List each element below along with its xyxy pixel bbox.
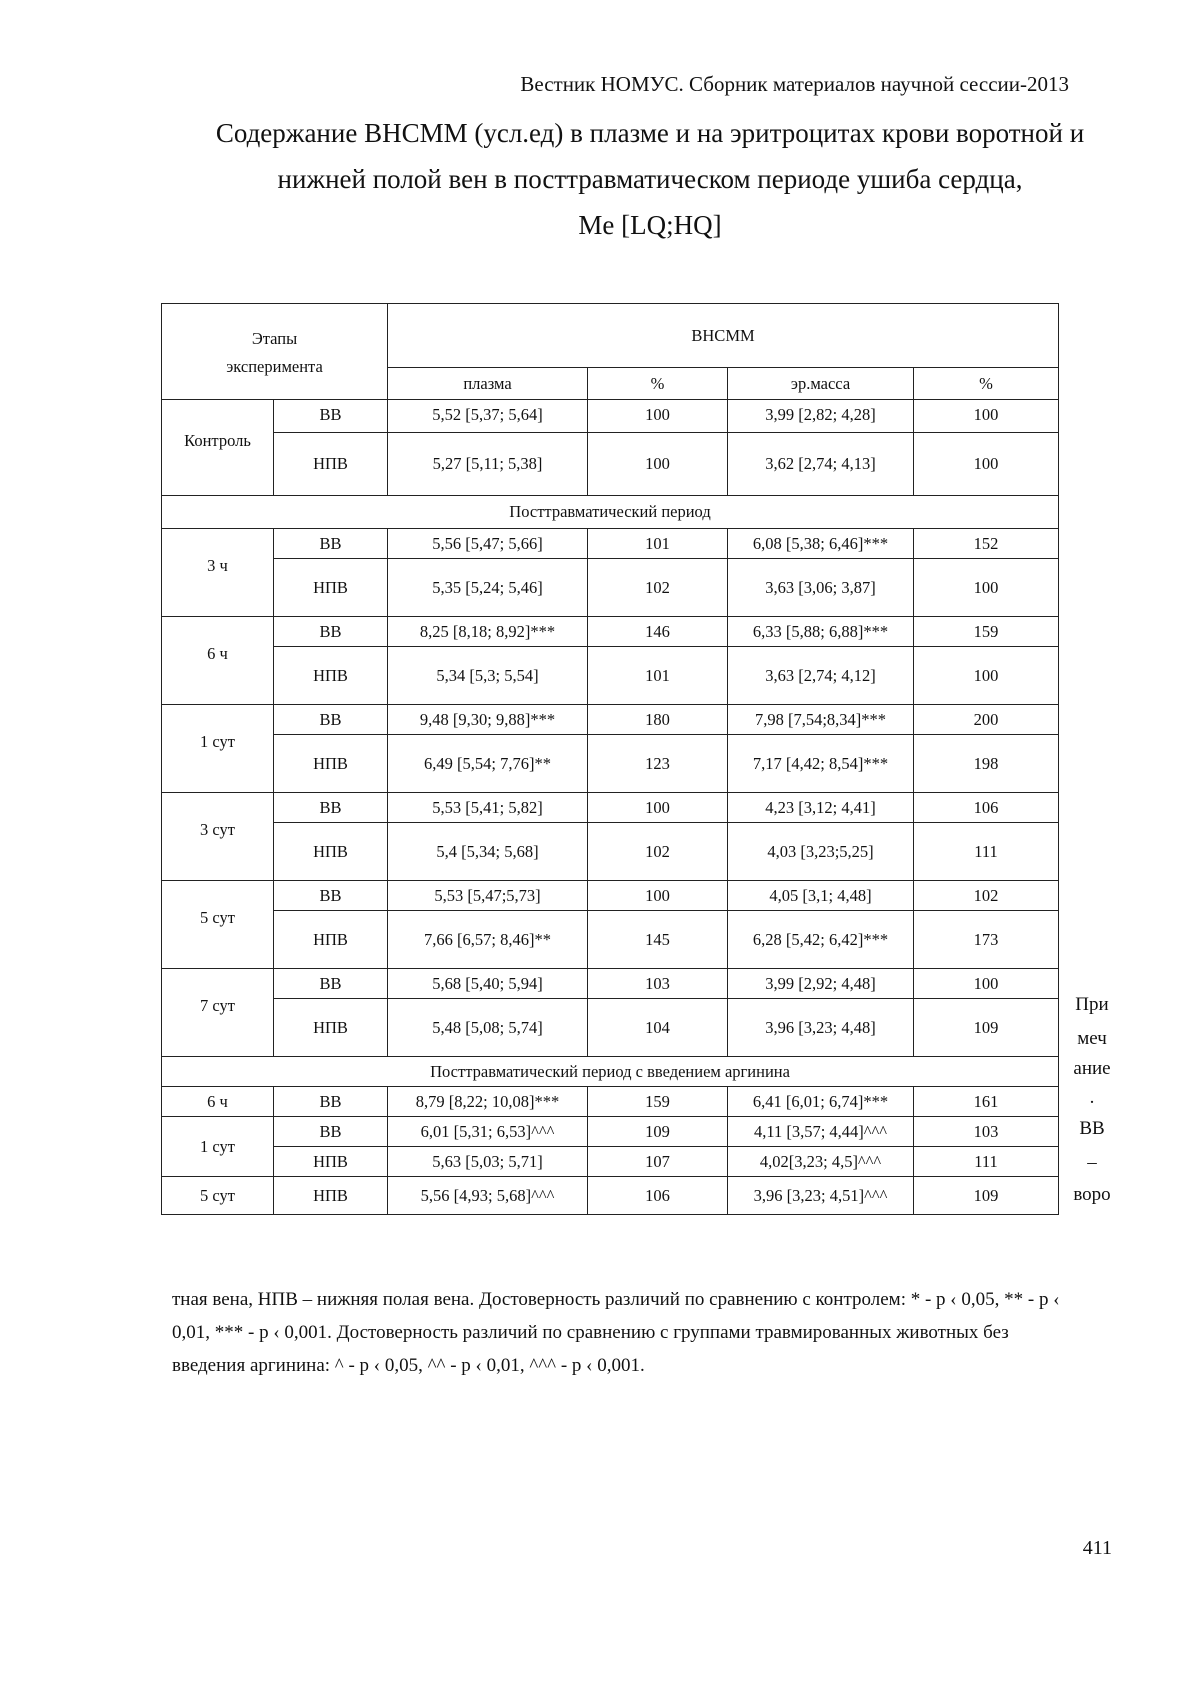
percent-cell: 109 <box>588 1117 728 1147</box>
er-mass-cell: 3,62 [2,74; 4,13] <box>728 433 914 496</box>
er-mass-cell: 7,98 [7,54;8,34]*** <box>728 705 914 735</box>
plasma-cell: 5,34 [5,3; 5,54] <box>388 647 588 705</box>
stage-cell: Контроль <box>162 400 274 496</box>
plasma-cell: 5,35 [5,24; 5,46] <box>388 559 588 617</box>
table-row <box>162 999 1059 1057</box>
table-note <box>172 1283 1112 1382</box>
percent-cell: 161 <box>914 1087 1059 1117</box>
percent-cell: 101 <box>588 529 728 559</box>
vein-cell: ВВ <box>274 1087 388 1117</box>
percent-cell: 159 <box>588 1087 728 1117</box>
stages-header-line-1: Этапы <box>251 328 298 348</box>
vein-cell: НПВ <box>274 1177 388 1215</box>
vein-cell: ВВ <box>274 529 388 559</box>
stage-cell: 6 ч <box>162 617 274 705</box>
er-mass-cell: 7,17 [4,42; 8,54]*** <box>728 735 914 793</box>
plasma-cell: 6,49 [5,54; 7,76]** <box>388 735 588 793</box>
percent-cell: 173 <box>914 911 1059 969</box>
vein-cell: НПВ <box>274 735 388 793</box>
plasma-cell: 9,48 [9,30; 9,88]*** <box>388 705 588 735</box>
title-line-2: нижней полой вен в посттравматическом периоде ушиба сердца, <box>277 164 1023 194</box>
plasma-cell: 7,66 [6,57; 8,46]** <box>388 911 588 969</box>
side-note-fragment: меч <box>1077 1028 1107 1049</box>
plasma-cell: 5,56 [5,47; 5,66] <box>388 529 588 559</box>
plasma-cell: 5,4 [5,34; 5,68] <box>388 823 588 881</box>
er-mass-cell: 4,11 [3,57; 4,44]^^^ <box>728 1117 914 1147</box>
plasma-cell: 5,53 [5,41; 5,82] <box>388 793 588 823</box>
er-mass-cell: 6,41 [6,01; 6,74]*** <box>728 1087 914 1117</box>
side-note-fragment: воро <box>1073 1184 1111 1205</box>
er-mass-cell: 4,02[3,23; 4,5]^^^ <box>728 1147 914 1177</box>
table-row <box>162 433 1059 496</box>
table-row <box>162 1147 1059 1177</box>
table-row <box>162 529 1059 559</box>
table-body <box>162 304 1059 1215</box>
vein-cell: НПВ <box>274 647 388 705</box>
table-row <box>162 969 1059 999</box>
vein-cell: НПВ <box>274 1147 388 1177</box>
plasma-cell: 5,56 [4,93; 5,68]^^^ <box>388 1177 588 1215</box>
vein-cell: НПВ <box>274 999 388 1057</box>
percent-cell: 102 <box>588 559 728 617</box>
er-mass-cell: 3,63 [2,74; 4,12] <box>728 647 914 705</box>
vein-cell: НПВ <box>274 559 388 617</box>
er-mass-cell: 3,63 [3,06; 3,87] <box>728 559 914 617</box>
percent-cell: 102 <box>588 823 728 881</box>
stage-cell: 3 сут <box>162 793 274 881</box>
stages-header-line-2: эксперимента <box>226 356 323 376</box>
er-mass-cell: 3,96 [3,23; 4,48] <box>728 999 914 1057</box>
note-line: тная вена, НПВ – нижняя полая вена. Достоверность различий по сравнению с контролем: * - p ‹ 0,05, ** - p ‹ <box>172 1289 1060 1310</box>
plasma-cell: 6,01 [5,31; 6,53]^^^ <box>388 1117 588 1147</box>
col-header-er-mass: эр.масса <box>728 368 914 400</box>
plasma-cell: 8,79 [8,22; 10,08]*** <box>388 1087 588 1117</box>
percent-cell: 106 <box>588 1177 728 1215</box>
percent-cell: 111 <box>914 823 1059 881</box>
er-mass-cell: 4,23 [3,12; 4,41] <box>728 793 914 823</box>
percent-cell: 198 <box>914 735 1059 793</box>
er-mass-cell: 4,03 [3,23;5,25] <box>728 823 914 881</box>
er-mass-cell: 6,08 [5,38; 6,46]*** <box>728 529 914 559</box>
percent-cell: 103 <box>914 1117 1059 1147</box>
table-row <box>162 735 1059 793</box>
vein-cell: ВВ <box>274 881 388 911</box>
table-row <box>162 617 1059 647</box>
stage-cell: 1 сут <box>162 1117 274 1177</box>
title-line-1: Содержание ВНСММ (усл.ед) в плазме и на эритроцитах крови воротной и <box>215 118 1085 148</box>
plasma-cell: 5,52 [5,37; 5,64] <box>388 400 588 433</box>
running-header: Вестник НОМУС. Сборник материалов научной сессии-2013 <box>520 72 1069 96</box>
header-row-1 <box>162 304 1059 368</box>
table-row <box>162 647 1059 705</box>
er-mass-cell: 3,99 [2,82; 4,28] <box>728 400 914 433</box>
table-title <box>130 110 1170 248</box>
er-mass-cell: 6,28 [5,42; 6,42]*** <box>728 911 914 969</box>
vein-cell: ВВ <box>274 617 388 647</box>
title-line-3: Me [LQ;HQ] <box>578 210 722 240</box>
side-note-fragment: – <box>1087 1152 1097 1173</box>
table-row <box>162 1087 1059 1117</box>
percent-cell: 107 <box>588 1147 728 1177</box>
percent-cell: 200 <box>914 705 1059 735</box>
percent-cell: 100 <box>588 433 728 496</box>
col-header-plasma: плазма <box>388 368 588 400</box>
stage-cell: 3 ч <box>162 529 274 617</box>
percent-cell: 100 <box>914 647 1059 705</box>
percent-cell: 159 <box>914 617 1059 647</box>
plasma-cell: 5,27 [5,11; 5,38] <box>388 433 588 496</box>
results-table <box>161 303 1059 1215</box>
plasma-cell: 5,63 [5,03; 5,71] <box>388 1147 588 1177</box>
er-mass-cell: 3,96 [3,23; 4,51]^^^ <box>728 1177 914 1215</box>
stage-cell: 6 ч <box>162 1087 274 1117</box>
side-note-fragment: ВВ <box>1079 1118 1105 1139</box>
table-row <box>162 400 1059 433</box>
table-row <box>162 823 1059 881</box>
vein-cell: ВВ <box>274 705 388 735</box>
table-row <box>162 705 1059 735</box>
percent-cell: 102 <box>914 881 1059 911</box>
section-label: Посттравматический период с введением аргинина <box>162 1057 1059 1087</box>
percent-cell: 100 <box>914 559 1059 617</box>
er-mass-cell: 4,05 [3,1; 4,48] <box>728 881 914 911</box>
percent-cell: 100 <box>588 793 728 823</box>
percent-cell: 145 <box>588 911 728 969</box>
percent-cell: 101 <box>588 647 728 705</box>
table-row <box>162 911 1059 969</box>
vein-cell: НПВ <box>274 911 388 969</box>
section-label: Посттравматический период <box>162 496 1059 529</box>
col-header-percent-2: % <box>914 368 1059 400</box>
section-row <box>162 496 1059 529</box>
plasma-cell: 8,25 [8,18; 8,92]*** <box>388 617 588 647</box>
col-header-percent-1: % <box>588 368 728 400</box>
stage-cell: 7 сут <box>162 969 274 1057</box>
table-row <box>162 1177 1059 1215</box>
percent-cell: 106 <box>914 793 1059 823</box>
side-note-fragment: При <box>1075 994 1109 1015</box>
er-mass-cell: 3,99 [2,92; 4,48] <box>728 969 914 999</box>
percent-cell: 180 <box>588 705 728 735</box>
percent-cell: 109 <box>914 999 1059 1057</box>
table-row <box>162 559 1059 617</box>
vnsmm-header: ВНСММ <box>388 304 1059 368</box>
percent-cell: 100 <box>588 881 728 911</box>
vein-cell: ВВ <box>274 1117 388 1147</box>
plasma-cell: 5,53 [5,47;5,73] <box>388 881 588 911</box>
percent-cell: 109 <box>914 1177 1059 1215</box>
vein-cell: НПВ <box>274 433 388 496</box>
vein-cell: ВВ <box>274 793 388 823</box>
percent-cell: 100 <box>914 433 1059 496</box>
percent-cell: 146 <box>588 617 728 647</box>
stages-header-cell <box>162 304 388 400</box>
percent-cell: 104 <box>588 999 728 1057</box>
side-note-fragment: . <box>1089 1087 1095 1108</box>
plasma-cell: 5,48 [5,08; 5,74] <box>388 999 588 1057</box>
table-row <box>162 793 1059 823</box>
page-number: 411 <box>1082 1537 1112 1559</box>
percent-cell: 103 <box>588 969 728 999</box>
side-note-fragment: ание <box>1073 1058 1111 1079</box>
note-line: 0,01, *** - p ‹ 0,001. Достоверность различий по сравнению с группами травмированных животных без <box>172 1322 1009 1343</box>
percent-cell: 100 <box>914 400 1059 433</box>
plasma-cell: 5,68 [5,40; 5,94] <box>388 969 588 999</box>
stage-cell: 5 сут <box>162 881 274 969</box>
note-line: введения аргинина: ^ - p ‹ 0,05, ^^ - p ‹ 0,01, ^^^ - p ‹ 0,001. <box>172 1355 645 1376</box>
percent-cell: 152 <box>914 529 1059 559</box>
vein-cell: ВВ <box>274 969 388 999</box>
percent-cell: 123 <box>588 735 728 793</box>
section-row <box>162 1057 1059 1087</box>
table-row <box>162 881 1059 911</box>
stage-cell: 5 сут <box>162 1177 274 1215</box>
percent-cell: 100 <box>588 400 728 433</box>
vein-cell: ВВ <box>274 400 388 433</box>
vein-cell: НПВ <box>274 823 388 881</box>
percent-cell: 111 <box>914 1147 1059 1177</box>
percent-cell: 100 <box>914 969 1059 999</box>
er-mass-cell: 6,33 [5,88; 6,88]*** <box>728 617 914 647</box>
stage-cell: 1 сут <box>162 705 274 793</box>
table-row <box>162 1117 1059 1147</box>
